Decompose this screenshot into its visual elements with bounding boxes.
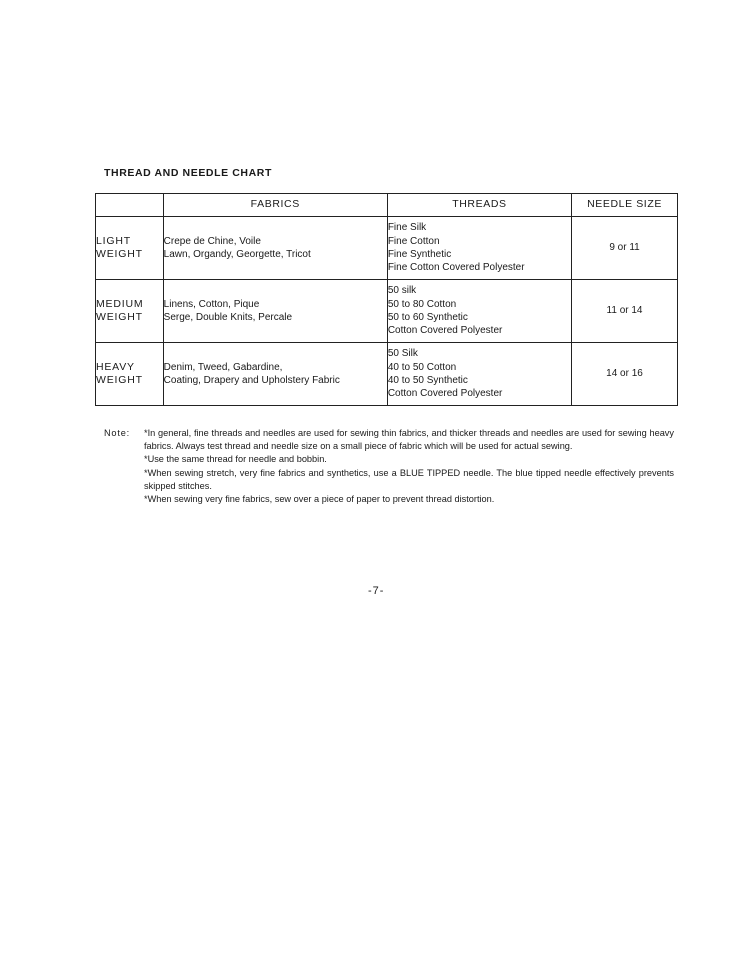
weight-line: HEAVY <box>96 360 135 373</box>
note-item: *Use the same thread for needle and bobbin. <box>144 454 327 465</box>
thread-line: 50 to 80 Cotton <box>387 298 457 310</box>
weight-line: WEIGHT <box>96 311 143 323</box>
threads-cell <box>387 217 571 280</box>
thread-line: 50 Silk <box>387 348 418 360</box>
note-item: *In general, fine threads and needles are used for sewing thin fabrics, and thicker threads and needles are used for sewing heavy fabrics. Always test thread and needle size on a small piece of fabric which will be used for actual sewing. <box>144 428 674 452</box>
thread-line: 40 to 50 Synthetic <box>387 375 468 386</box>
fabric-line: Lawn, Organdy, Georgette, Tricot <box>163 249 311 260</box>
thread-line: Fine Silk <box>387 222 427 234</box>
page-number: -7- <box>368 585 385 597</box>
page-title: THREAD AND NEEDLE CHART <box>104 167 272 179</box>
thread-line: Fine Synthetic <box>387 249 452 260</box>
thread-line: Cotton Covered Polyester <box>387 325 503 337</box>
fabric-line: Denim, Tweed, Gabardine, <box>163 361 283 373</box>
table-header-row <box>96 194 678 217</box>
needle-size-cell: 9 or 11 <box>572 217 678 280</box>
thread-line: 50 silk <box>387 285 417 297</box>
weight-line: LIGHT <box>96 234 131 247</box>
threads-cell <box>387 280 571 343</box>
table-row <box>96 343 678 406</box>
thread-line: 40 to 50 Cotton <box>387 361 457 373</box>
thread-line: Fine Cotton <box>387 235 440 247</box>
thread-needle-table <box>95 193 678 406</box>
thread-line: Fine Cotton Covered Polyester <box>387 262 525 274</box>
notes-section <box>104 427 674 506</box>
needle-size-cell: 11 or 14 <box>572 280 678 343</box>
fabric-line: Crepe de Chine, Voile <box>163 235 261 247</box>
weight-line: MEDIUM <box>96 297 144 310</box>
note-item: *When sewing very fine fabrics, sew over a piece of paper to prevent thread distortion. <box>144 494 495 505</box>
weight-line: WEIGHT <box>96 248 143 260</box>
fabrics-cell <box>163 343 387 406</box>
weight-line: WEIGHT <box>96 374 143 386</box>
thread-line: Cotton Covered Polyester <box>387 388 503 400</box>
weight-cell <box>96 343 164 406</box>
fabric-line: Serge, Double Knits, Percale <box>163 312 293 323</box>
header-threads: THREADS <box>387 194 571 217</box>
table-row <box>96 217 678 280</box>
fabrics-cell <box>163 217 387 280</box>
header-weight <box>96 194 164 217</box>
fabrics-cell <box>163 280 387 343</box>
weight-cell <box>96 280 164 343</box>
table-row <box>96 280 678 343</box>
notes-label: Note: <box>104 428 130 438</box>
note-item: *When sewing stretch, very fine fabrics and synthetics, use a BLUE TIPPED needle. The blue tipped needle effectively prevents skipped stitches. <box>144 467 674 491</box>
fabric-line: Coating, Drapery and Upholstery Fabric <box>163 375 340 386</box>
header-needle-size: NEEDLE SIZE <box>572 194 678 217</box>
header-fabrics: FABRICS <box>163 194 387 217</box>
notes-body <box>144 427 674 506</box>
thread-line: 50 to 60 Synthetic <box>387 312 468 323</box>
needle-size-cell: 14 or 16 <box>572 343 678 406</box>
threads-cell <box>387 343 571 406</box>
fabric-line: Linens, Cotton, Pique <box>163 298 260 310</box>
weight-cell <box>96 217 164 280</box>
